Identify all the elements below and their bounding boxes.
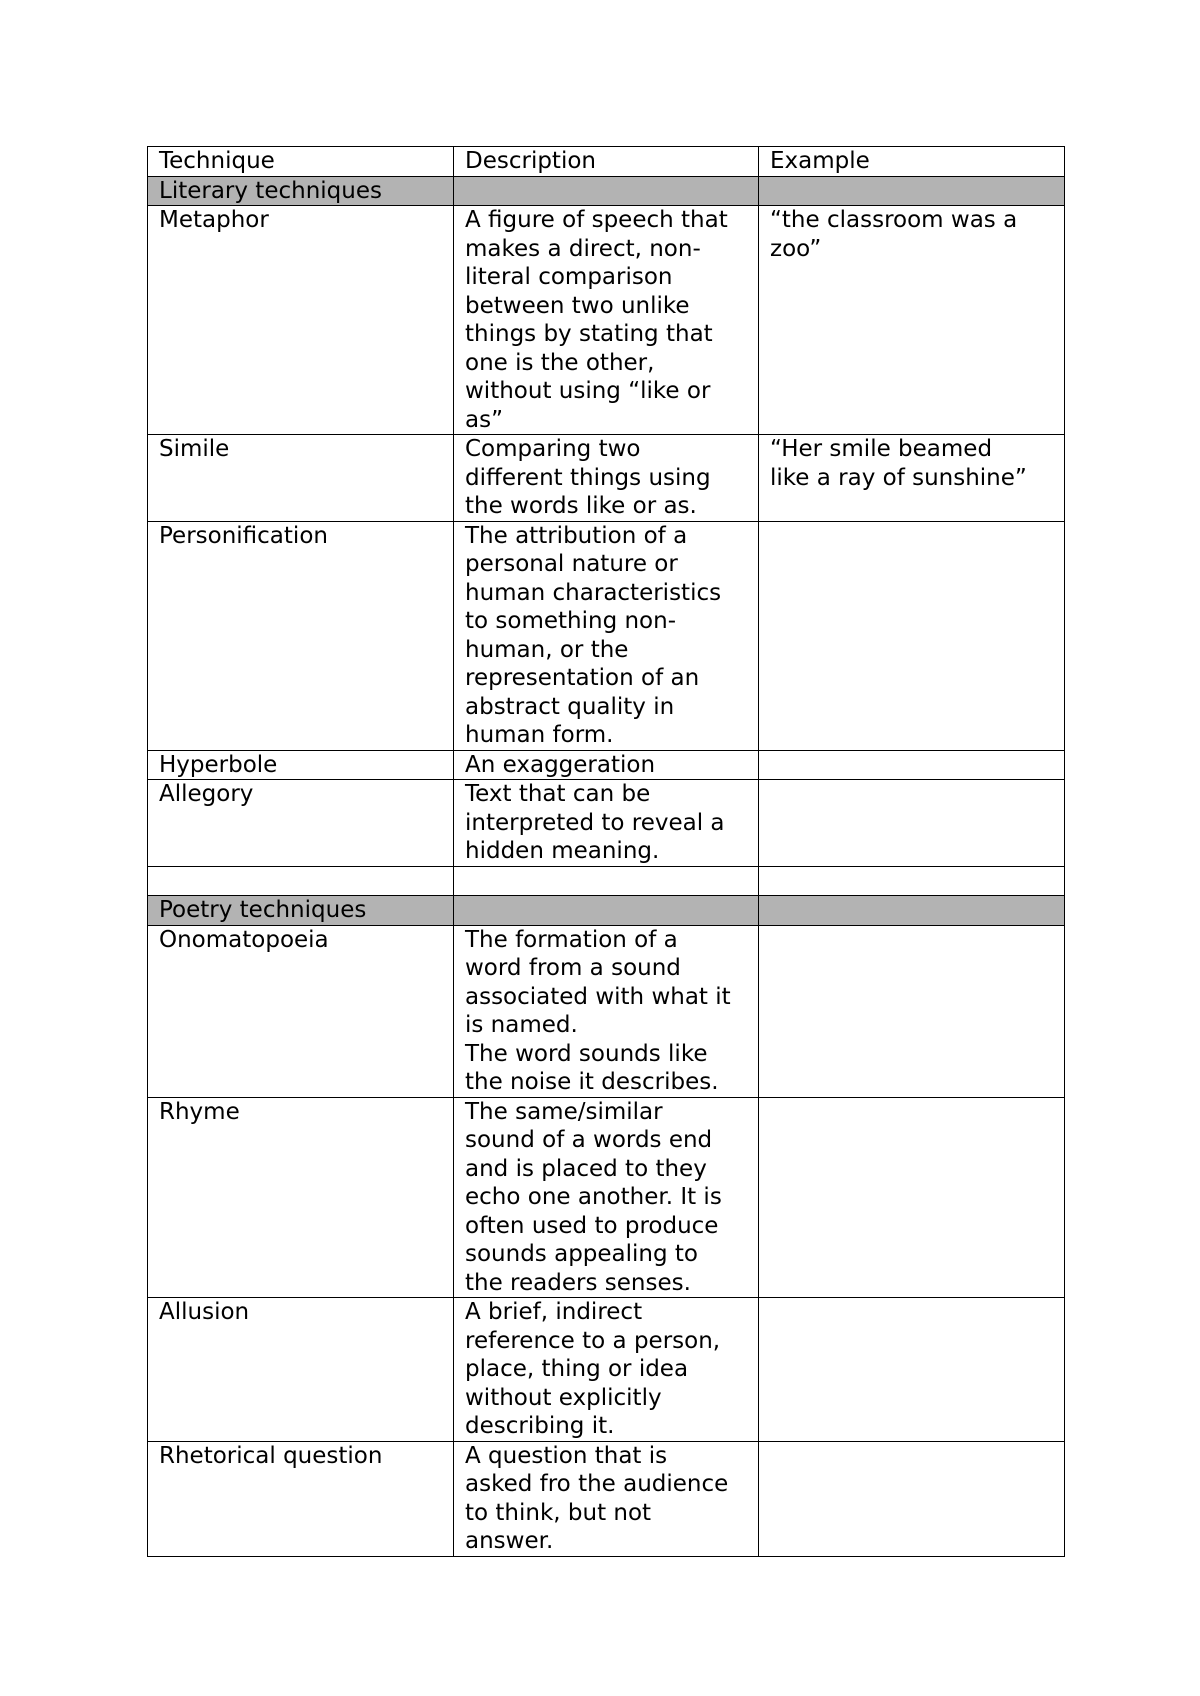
section-header-row xyxy=(148,176,1065,206)
description-cell xyxy=(454,896,759,926)
table-row xyxy=(148,1441,1065,1556)
section-title: Poetry techniques xyxy=(148,896,454,926)
description-cell: The same/similar sound of a words end and is placed to they echo one another. It is often used to produce sounds appealing to the readers senses. xyxy=(454,1097,759,1298)
example-cell xyxy=(759,750,1065,780)
technique-cell: Onomatopoeia xyxy=(148,925,454,1097)
description-cell: The attribution of a personal nature or human characteristics to something non- human, or the representation of an abstract quality in human form. xyxy=(454,521,759,750)
description-cell: A question that is asked fro the audience to think, but not answer. xyxy=(454,1441,759,1556)
description-cell xyxy=(454,866,759,896)
technique-cell: Allegory xyxy=(148,780,454,867)
technique-cell: Personification xyxy=(148,521,454,750)
table-row xyxy=(148,521,1065,750)
description-cell xyxy=(454,176,759,206)
technique-cell: Rhetorical question xyxy=(148,1441,454,1556)
header-example: Example xyxy=(759,147,1065,177)
example-cell xyxy=(759,521,1065,750)
section-title: Literary techniques xyxy=(148,176,454,206)
header-technique: Technique xyxy=(148,147,454,177)
description-cell: A figure of speech that makes a direct, non- literal comparison between two unlike things by stating that one is the other, without using “like or as” xyxy=(454,206,759,435)
techniques-table xyxy=(147,146,1065,1557)
example-cell xyxy=(759,925,1065,1097)
technique-cell: Simile xyxy=(148,435,454,522)
description-cell: The formation of a word from a sound associated with what it is named. The word sounds like the noise it describes. xyxy=(454,925,759,1097)
technique-cell xyxy=(148,866,454,896)
technique-cell: Metaphor xyxy=(148,206,454,435)
header-description: Description xyxy=(454,147,759,177)
example-cell xyxy=(759,866,1065,896)
example-cell xyxy=(759,1097,1065,1298)
description-cell: Comparing two different things using the words like or as. xyxy=(454,435,759,522)
example-cell xyxy=(759,896,1065,926)
spacer-row xyxy=(148,866,1065,896)
description-cell: An exaggeration xyxy=(454,750,759,780)
technique-cell: Allusion xyxy=(148,1298,454,1442)
table-row xyxy=(148,435,1065,522)
example-cell xyxy=(759,1441,1065,1556)
techniques-table-body xyxy=(148,147,1065,1557)
description-cell: A brief, indirect reference to a person, place, thing or idea without explicitly describing it. xyxy=(454,1298,759,1442)
description-cell: Text that can be interpreted to reveal a hidden meaning. xyxy=(454,780,759,867)
technique-cell: Hyperbole xyxy=(148,750,454,780)
example-cell xyxy=(759,176,1065,206)
table-header-row xyxy=(148,147,1065,177)
table-row xyxy=(148,1298,1065,1442)
example-cell xyxy=(759,780,1065,867)
table-row xyxy=(148,1097,1065,1298)
table-row xyxy=(148,206,1065,435)
table-row xyxy=(148,780,1065,867)
example-cell xyxy=(759,1298,1065,1442)
table-row xyxy=(148,750,1065,780)
table-row xyxy=(148,925,1065,1097)
technique-cell: Rhyme xyxy=(148,1097,454,1298)
example-cell: “Her smile beamed like a ray of sunshine” xyxy=(759,435,1065,522)
section-header-row xyxy=(148,896,1065,926)
example-cell: “the classroom was a zoo” xyxy=(759,206,1065,435)
